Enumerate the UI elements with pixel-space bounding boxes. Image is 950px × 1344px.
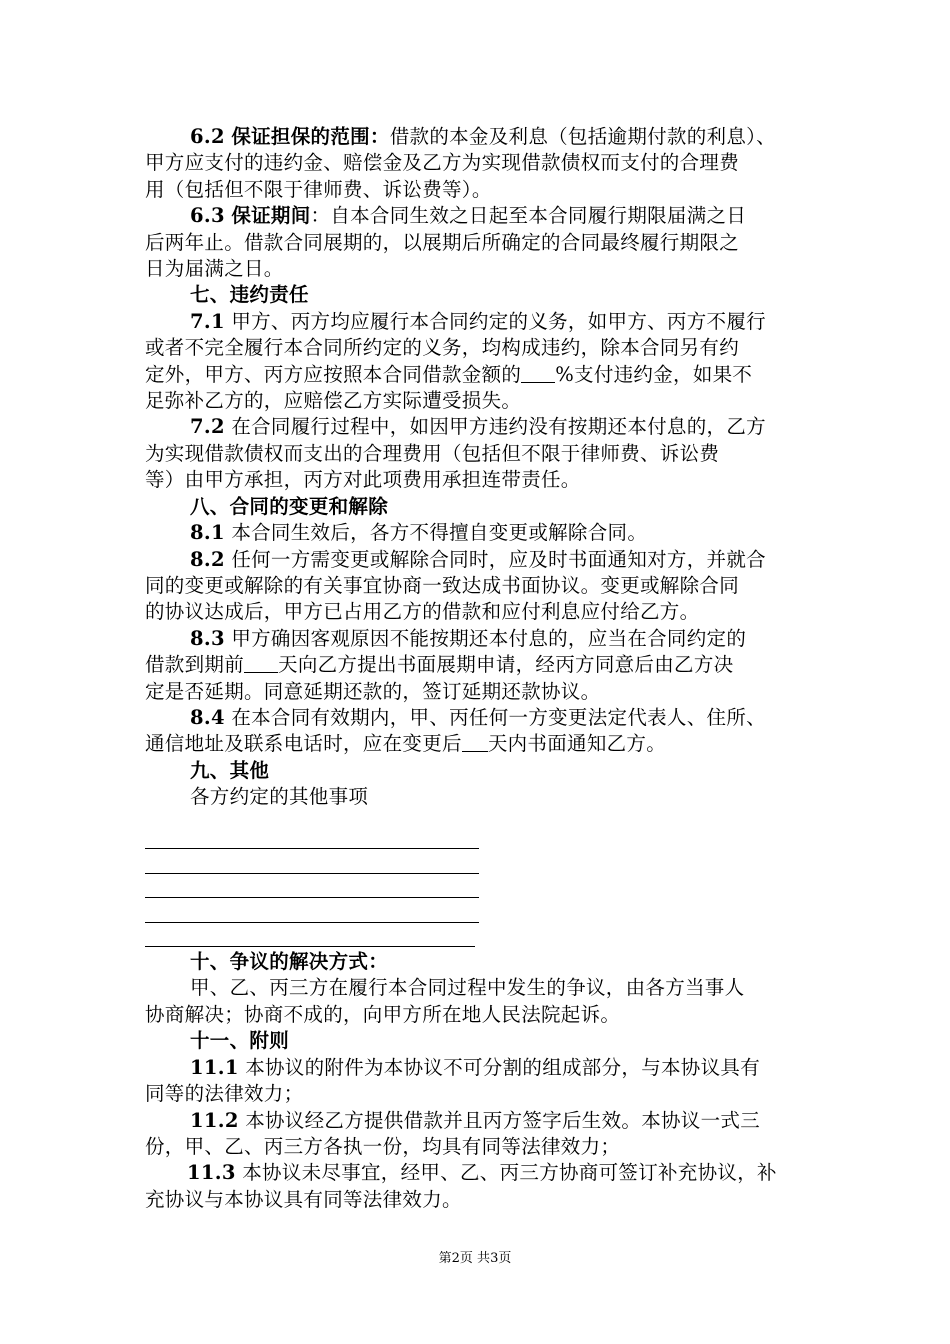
clause-8-4-line-1: 8.4 在本合同有效期内，甲、丙任何一方变更法定代表人、住所、	[190, 705, 766, 729]
blank-lines	[145, 825, 811, 948]
fill-in-blank	[244, 654, 278, 673]
clause-number: 8.3	[190, 626, 225, 650]
clause-10-line-1: 甲、乙、丙三方在履行本合同过程中发生的争议，由各方当事人	[190, 976, 745, 1000]
clause-11-2-line-2: 份，甲、乙、丙三方各执一份，均具有同等法律效力；	[145, 1134, 621, 1158]
clause-10-line-2: 协商解决；协商不成的，向甲方所在地人民法院起诉。	[145, 1002, 621, 1026]
clause-11-2-line-1: 11.2 本协议经乙方提供借款并且丙方签字后生效。本协议一式三	[190, 1108, 761, 1132]
page-footer: 第2页 共3页	[438, 1251, 512, 1266]
clause-11-1-line-2: 同等的法律效力；	[145, 1082, 304, 1106]
clause-number: 8.4	[190, 705, 225, 729]
document-page	[145, 124, 811, 1213]
clause-8-3-line-1: 8.3 甲方确因客观原因不能按期还本付息的，应当在合同约定的	[190, 626, 747, 650]
page-number: 2	[451, 1251, 460, 1266]
clause-8-3-line-2: 借款到期前 天向乙方提出书面展期申请，经丙方同意后由乙方决	[145, 653, 734, 677]
section-heading-11: 十一、附则	[190, 1029, 290, 1053]
clause-8-2-line-3: 的协议达成后，甲方已占用乙方的借款和应付利息应付给乙方。	[145, 600, 700, 624]
clause-11-3-line-2: 充协议与本协议具有同等法律效力。	[145, 1187, 462, 1211]
clause-7-1-line-2: 或者不完全履行本合同所约定的义务，均构成违约，除本合同另有约	[145, 336, 740, 360]
clause-8-3-line-3: 定是否延期。同意延期还款的，签订延期还款协议。	[145, 679, 601, 703]
blank-line	[145, 874, 479, 899]
clause-8-1-line-1: 8.1 本合同生效后，各方不得擅自变更或解除合同。	[190, 521, 648, 545]
clause-6-3-line-1: 6.3 保证期间：自本合同生效之日起至本合同履行期限届满之日	[190, 204, 747, 228]
blank-line	[145, 898, 479, 923]
clause-heading: 保证期间	[231, 204, 311, 228]
section-heading-8: 八、合同的变更和解除	[190, 494, 389, 518]
clause-8-4-line-2: 通信地址及联系电话时，应在变更后 天内书面通知乙方。	[145, 732, 667, 756]
clause-number: 8.1	[190, 521, 225, 545]
clause-8-2-line-2: 同的变更或解除的有关事宜协商一致达成书面协议。变更或解除合同	[145, 573, 740, 597]
clause-8-2-line-1: 8.2 任何一方需变更或解除合同时，应及时书面通知对方，并就合	[190, 547, 766, 571]
clause-6-3-line-3: 日为届满之日。	[145, 257, 284, 281]
clause-number: 8.2	[190, 547, 225, 571]
clause-6-2-line-2: 甲方应支付的违约金、赔偿金及乙方为实现借款债权而支付的合理费	[145, 151, 740, 175]
clause-number: 11.3	[187, 1161, 236, 1185]
clause-11-1-line-1: 11.1 本协议的附件为本协议不可分割的组成部分，与本协议具有	[190, 1055, 761, 1079]
clause-6-3-line-2: 后两年止。借款合同展期的，以展期后所确定的合同最终履行期限之	[145, 230, 740, 254]
clause-6-2-line-3: 用（包括但不限于律师费、诉讼费等）。	[145, 177, 492, 201]
clause-7-1-line-4: 足弥补乙方的，应赔偿乙方实际遭受损失。	[145, 389, 522, 413]
blank-line	[145, 849, 479, 874]
clause-number: 11.2	[190, 1108, 239, 1132]
total-pages: 3	[490, 1251, 499, 1266]
clause-11-3-line-1: 11.3 本协议未尽事宜，经甲、乙、丙三方协商可签订补充协议，补	[187, 1161, 777, 1185]
clause-7-2-line-3: 等）由甲方承担，丙方对此项费用承担连带责任。	[145, 468, 581, 492]
section-heading-9: 九、其他	[190, 758, 270, 782]
clause-7-2-line-1: 7.2 在合同履行过程中，如因甲方违约没有按期还本付息的，乙方	[190, 415, 766, 439]
clause-heading: 保证担保的范围：	[231, 125, 390, 148]
section-heading-10: 十、争议的解决方式：	[190, 950, 389, 974]
clause-7-2-line-2: 为实现借款债权而支出的合理费用（包括但不限于律师费、诉讼费	[145, 441, 720, 465]
fill-in-blank	[521, 364, 555, 383]
clause-9-text: 各方约定的其他事项	[190, 785, 369, 809]
clause-7-1-line-3: 定外，甲方、丙方应按照本合同借款金额的 %支付违约金，如果不	[145, 362, 753, 386]
clause-number: 6.3	[190, 204, 225, 228]
clause-number: 7.1	[190, 309, 225, 333]
clause-6-2-line-1: 6.2 保证担保的范围：借款的本金及利息（包括逾期付款的利息）、	[190, 125, 776, 148]
section-heading-7: 七、违约责任	[190, 283, 309, 307]
blank-line	[145, 825, 479, 850]
blank-line	[145, 923, 475, 948]
clause-7-1-line-1: 7.1 甲方、丙方均应履行本合同约定的义务，如甲方、丙方不履行	[190, 309, 766, 333]
clause-number: 11.1	[190, 1055, 239, 1079]
clause-number: 7.2	[190, 415, 225, 439]
clause-number: 6.2	[190, 125, 225, 148]
fill-in-blank	[462, 733, 488, 752]
